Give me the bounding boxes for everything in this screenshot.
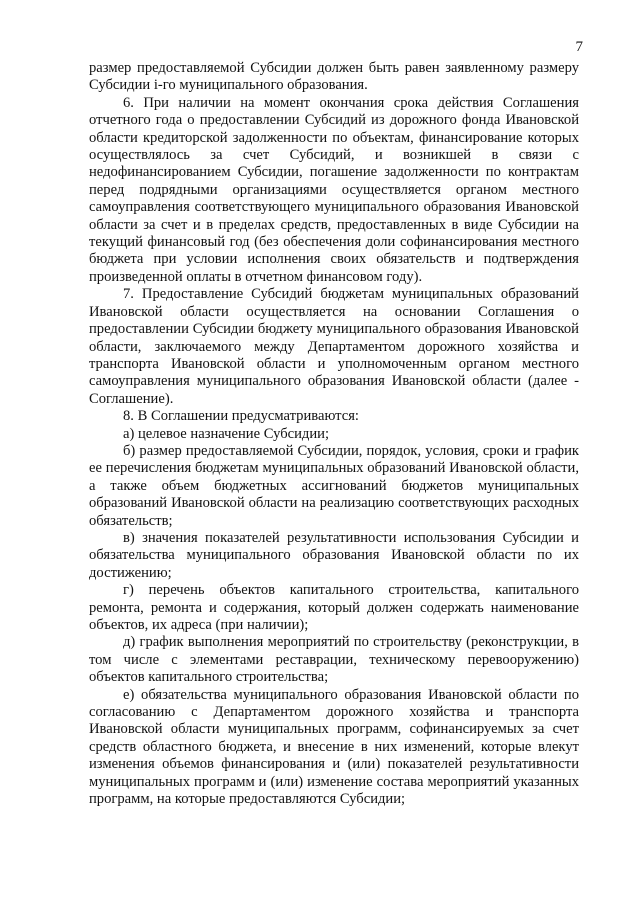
paragraph-item-8: 8. В Соглашении предусматриваются: bbox=[123, 408, 359, 425]
subitem-b: б) размер предоставляемой Субсидии, порядок, условия, сроки и график ее перечисления бюджетам муниципальных образований Ивановской области, а также объем бюджетных ассигнований бюджетов муниципальных образований Ивановской области на реализацию соответствующих расходных обязательств; bbox=[89, 442, 579, 529]
subitem-d: д) график выполнения мероприятий по строительству (реконструкции, в том числе с элементами реставрации, техническому перевооружению) объектов капитального строительства; bbox=[89, 634, 579, 686]
subitem-v: в) значения показателей результативности использования Субсидии и обязательства муниципального образования Ивановской области по их достижению; bbox=[89, 529, 579, 581]
paragraph-item-6: 6. При наличии на момент окончания срока действия Соглашения отчетного года о предоставлении Субсидий из дорожного фонда Ивановской области кредиторской задолженности по объектам, финансирование которых осуществлялось за счет Субсидий, и возникшей в связи с недофинансированием Субсидии, погашение задолженности по контрактам перед подрядными организациями осуществляется органом местного самоуправления соответствующего муниципального образования Ивановской области за счет и в пределах средств, предоставленных в виде Субсидии на текущий финансовый год (без обеспечения доли софинансирования местного бюджета при условии исполнения своих обязательств и подтверждения произведенной оплаты в отчетном финансовом году). bbox=[89, 94, 579, 285]
page-number: 7 bbox=[575, 39, 583, 55]
subitem-g: г) перечень объектов капитального строительства, капитального ремонта, ремонта и содержания, который должен содержать наименование объектов, их адреса (при наличии); bbox=[89, 582, 579, 633]
subitem-a: а) целевое назначение Субсидии; bbox=[123, 425, 330, 442]
subitem-e: е) обязательства муниципального образования Ивановской области по согласованию с Департаментом дорожного хозяйства и транспорта Ивановской области муниципальных программ, софинансируемых за счет средств областного бюджета, и внесение в них изменений, которые влекут изменения объемов финансирования и (или) показателей результативности муниципальных программ и (или) изменение состава мероприятий указанных программ, на которые предоставляются Субсидии; bbox=[89, 686, 579, 808]
paragraph-continuation: размер предоставляемой Субсидии должен быть равен заявленному размеру Субсидии i-го муниципального образования. bbox=[89, 60, 579, 94]
document-body bbox=[89, 60, 579, 808]
paragraph-item-7: 7. Предоставление Субсидий бюджетам муниципальных образований Ивановской области осуществляется на основании Соглашения о предоставлении Субсидии бюджету муниципального образования Ивановской области, заключаемого между Департаментом дорожного хозяйства и транспорта Ивановской области и уполномоченным органом местного самоуправления муниципального образования Ивановской области (далее - Соглашение). bbox=[89, 286, 579, 407]
